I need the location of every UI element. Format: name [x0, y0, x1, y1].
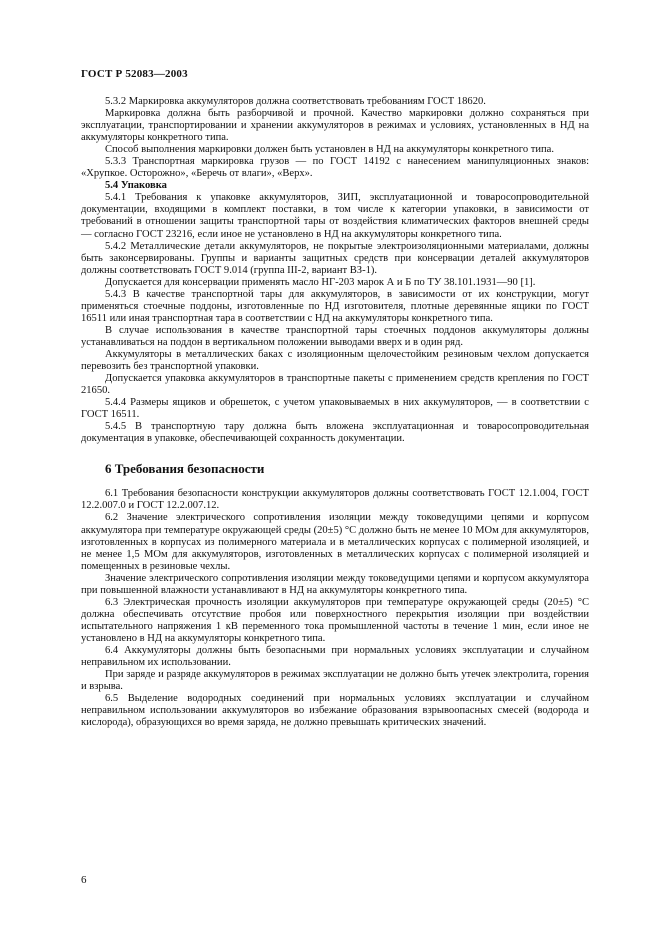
paragraph: 6.3 Электрическая прочность изоляции аккумуляторов при температуре окружающей среды (20±5) °С должна обеспечивать отсутствие пробоя или поверхностного перекрытия изоляции при воздействии испытательного напряжения 1 кВ переменного тока промышленной частоты в течение 1 мин, если иное не установлено в НД на аккумуляторы конкретного типа. [81, 596, 589, 644]
paragraph: 5.3.2 Маркировка аккумуляторов должна соответствовать требованиям ГОСТ 18620. [105, 96, 486, 107]
paragraph: 5.3.3 Транспортная маркировка грузов — по ГОСТ 14192 с нанесением манипуляционных знаков: «Хрупкое. Осторожно», «Беречь от влаги», «Верх». [81, 156, 589, 180]
paragraph: При заряде и разряде аккумуляторов в режимах эксплуатации не должно быть утечек электролита, горения и взрыва. [81, 669, 589, 693]
paragraph: 5.4.3 В качестве транспортной тары для аккумуляторов, в зависимости от их конструкции, могут применяться стоечные поддоны, изготовленные по НД изготовителя, плотные деревянные ящики по ГОСТ 16511 или иная транспортная тара в соответствии с НД на аккумуляторы конкретного типа. [81, 288, 589, 324]
paragraph: Способ выполнения маркировки должен быть установлен в НД на аккумуляторы конкретного типа. [105, 144, 554, 156]
paragraph: Маркировка должна быть разборчивой и прочной. Качество маркировки должно сохраняться при эксплуатации, транспортировании и хранении аккумуляторов в режимах и условиях, установленных в НД на аккумуляторы конкретного типа. [81, 108, 589, 144]
paragraph: 6.2 Значение электрического сопротивления изоляции между токоведущими цепями и корпусом аккумулятора при температуре окружающей среды (20±5) °С должно быть не менее 10 МОм для аккумуляторов, изготовленных в корпусах из полимерного материала и в металлических корпусах с полимерной изоляцией, и не менее 1,5 МОм для аккумуляторов, изготовленных в металлических корпусах с полимерной изоляцией и помещенных в резиновые чехлы. [81, 512, 589, 572]
page-content [81, 96, 589, 729]
paragraph: 5.4.5 В транспортную тару должна быть вложена эксплуатационная и товаросопроводительная документация в упаковке, обеспечивающей сохранность документации. [81, 421, 589, 445]
paragraph: Допускается для консервации применять масло НГ-203 марок А и Б по ТУ 38.101.1931—90 [1]. [105, 276, 536, 288]
section-heading: 6 Требования безопасности [105, 461, 265, 477]
paragraph: 5.4.1 Требования к упаковке аккумуляторов, ЗИП, эксплуатационной и товаросопроводительной документации, входящими в комплект поставки, в том числе к категории упаковки, в зависимости от требований в отношении защиты транспортной тары от воздействия климатических факторов внешней среды — согласно ГОСТ 23216, если иное не установлено в НД на аккумуляторы конкретного типа. [81, 192, 589, 240]
paragraph: 6.4 Аккумуляторы должны быть безопасными при нормальных условиях эксплуатации и случайном неправильном их использовании. [81, 644, 589, 669]
document-header: ГОСТ Р 52083—2003 [81, 68, 188, 80]
paragraph: 6.1 Требования безопасности конструкции аккумуляторов должны соответствовать ГОСТ 12.1.004, ГОСТ 12.2.007.0 и ГОСТ 12.2.007.12. [81, 488, 589, 512]
page-number: 6 [81, 874, 87, 886]
paragraph: Допускается упаковка аккумуляторов в транспортные пакеты с применением средств крепления по ГОСТ 21650. [81, 373, 589, 397]
paragraph: Аккумуляторы в металлических баках с изоляционным щелочестойким резиновым чехлом допускается перевозить без транспортной упаковки. [81, 348, 589, 373]
subsection-heading: 5.4 Упаковка [105, 180, 167, 192]
paragraph: 6.5 Выделение водородных соединений при нормальных условиях эксплуатации и случайном неправильном использовании аккумуляторов во избежание образования взрывоопасных смесей (водорода и кислорода), образующихся во время заряда, не должно превышать критических значений. [81, 693, 589, 729]
paragraph: 5.4.4 Размеры ящиков и обрешеток, с учетом упаковываемых в них аккумуляторов, — в соответствии с ГОСТ 16511. [81, 397, 589, 421]
paragraph: В случае использования в качестве транспортной тары стоечных поддонов аккумуляторы должны устанавливаться на поддон в вертикальном положении выводами вверх и в один ряд. [81, 324, 589, 348]
paragraph: Значение электрического сопротивления изоляции между токоведущими цепями и корпусом аккумулятора при повышенной влажности устанавливают в НД на аккумуляторы конкретного типа. [81, 572, 589, 596]
paragraph: 5.4.2 Металлические детали аккумуляторов, не покрытые электроизоляционными материалами, должны быть законсервированы. Группы и варианты защитных средств при консервации деталей аккумуляторов должны соответствовать ГОСТ 9.014 (группа III-2, вариант ВЗ-1). [81, 240, 589, 276]
